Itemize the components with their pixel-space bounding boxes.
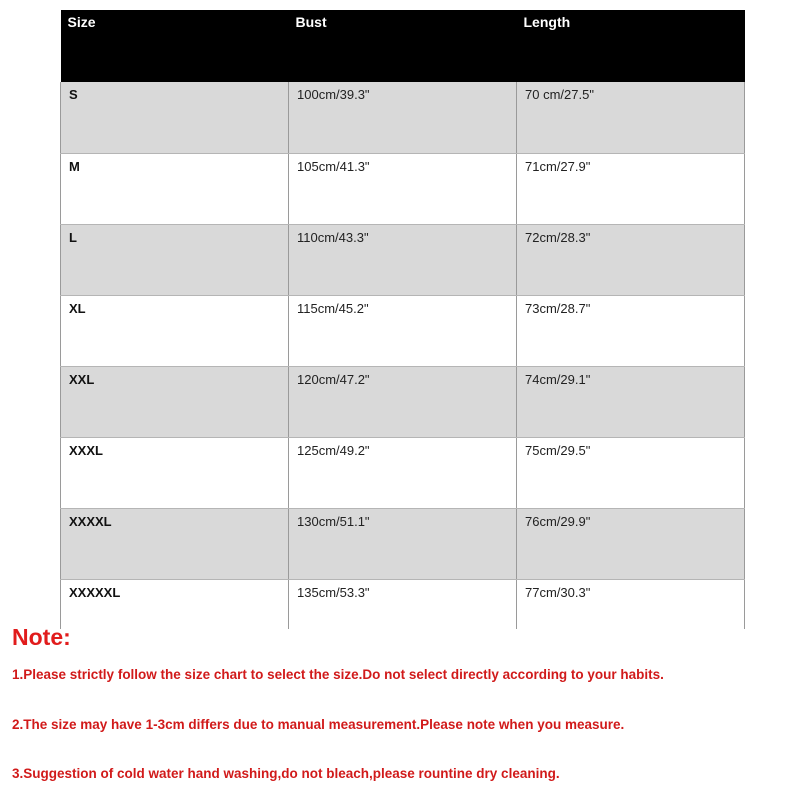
bust-cell: 120cm/47.2" bbox=[289, 366, 517, 437]
header-bust: Bust bbox=[289, 10, 517, 82]
size-cell: XL bbox=[61, 295, 289, 366]
size-cell: XXXL bbox=[61, 437, 289, 508]
bust-cell: 135cm/53.3" bbox=[289, 579, 517, 629]
table-row bbox=[61, 224, 745, 295]
note-item: 3.Suggestion of cold water hand washing,do not bleach,please rountine dry cleaning. bbox=[12, 766, 560, 781]
header-size: Size bbox=[61, 10, 289, 82]
length-cell: 76cm/29.9" bbox=[517, 508, 745, 579]
table-header bbox=[61, 10, 745, 82]
header-row bbox=[61, 10, 745, 82]
bust-cell: 130cm/51.1" bbox=[289, 508, 517, 579]
size-cell: L bbox=[61, 224, 289, 295]
size-cell: XXXXL bbox=[61, 508, 289, 579]
table-row bbox=[61, 82, 745, 153]
table-body bbox=[61, 82, 745, 629]
size-cell: XXXXXL bbox=[61, 579, 289, 629]
size-cell: S bbox=[61, 82, 289, 153]
table-row bbox=[61, 366, 745, 437]
note-title: Note: bbox=[12, 624, 71, 650]
length-cell: 77cm/30.3" bbox=[517, 579, 745, 629]
length-cell: 72cm/28.3" bbox=[517, 224, 745, 295]
bust-cell: 115cm/45.2" bbox=[289, 295, 517, 366]
bust-cell: 105cm/41.3" bbox=[289, 153, 517, 224]
table-row bbox=[61, 508, 745, 579]
header-length: Length bbox=[517, 10, 745, 82]
size-cell: XXL bbox=[61, 366, 289, 437]
length-cell: 71cm/27.9" bbox=[517, 153, 745, 224]
note-item: 2.The size may have 1-3cm differs due to manual measurement.Please note when you measure. bbox=[12, 717, 625, 732]
table-row bbox=[61, 437, 745, 508]
size-cell: M bbox=[61, 153, 289, 224]
bust-cell: 100cm/39.3" bbox=[289, 82, 517, 153]
table-row bbox=[61, 153, 745, 224]
length-cell: 74cm/29.1" bbox=[517, 366, 745, 437]
bust-cell: 125cm/49.2" bbox=[289, 437, 517, 508]
bust-cell: 110cm/43.3" bbox=[289, 224, 517, 295]
table-row bbox=[61, 579, 745, 629]
note-item: 1.Please strictly follow the size chart to select the size.Do not select directly according to your habits. bbox=[12, 667, 664, 682]
size-chart-table bbox=[60, 10, 745, 629]
length-cell: 73cm/28.7" bbox=[517, 295, 745, 366]
length-cell: 75cm/29.5" bbox=[517, 437, 745, 508]
length-cell: 70 cm/27.5" bbox=[517, 82, 745, 153]
table-row bbox=[61, 295, 745, 366]
